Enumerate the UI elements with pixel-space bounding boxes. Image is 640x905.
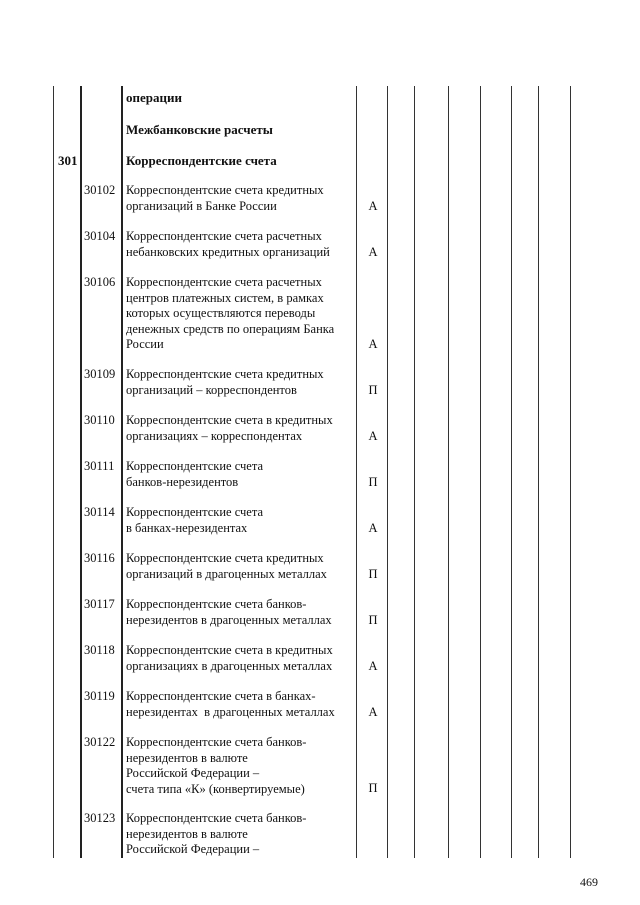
account-name <box>126 505 263 536</box>
account-code: 30116 <box>84 551 115 565</box>
header-interbank-settlements: Межбанковские расчеты <box>126 122 273 137</box>
account-name <box>126 413 333 444</box>
account-name-line: которых осуществляются переводы <box>126 306 316 320</box>
column-rule <box>414 86 415 858</box>
account-code: 30123 <box>84 811 116 825</box>
account-name-line: Корреспондентские счета банков- <box>126 597 307 611</box>
account-type: П <box>368 613 378 627</box>
account-name-line: Корреспондентские счета кредитных <box>126 551 324 565</box>
account-code: 30118 <box>84 643 115 657</box>
page-number: 469 <box>580 875 598 889</box>
account-name-line: Корреспондентские счета <box>126 505 263 519</box>
column-rule <box>356 86 357 858</box>
account-name-line: Корреспондентские счета банков- <box>126 735 307 749</box>
column-rule <box>387 86 388 858</box>
account-code: 30117 <box>84 597 115 611</box>
account-code: 30122 <box>84 735 116 749</box>
account-name <box>126 229 330 260</box>
account-name-line: России <box>126 337 164 351</box>
account-name-line: организаций в драгоценных металлах <box>126 566 327 581</box>
header-operations: операции <box>126 90 182 105</box>
account-name-line: Корреспондентские счета в кредитных <box>126 643 333 657</box>
account-name-line: организациях в драгоценных металлах <box>126 658 333 673</box>
account-name-line: банков-нерезидентов <box>126 474 239 489</box>
account-code: 30102 <box>84 183 116 197</box>
account-code: 30111 <box>84 459 115 473</box>
account-type: А <box>368 245 378 259</box>
account-name <box>126 275 334 353</box>
account-name <box>126 811 306 858</box>
account-type: П <box>368 567 378 581</box>
account-type: А <box>368 705 378 719</box>
account-name-line: Корреспондентские счета банков- <box>126 811 307 825</box>
account-name-line: небанковских кредитных организаций <box>126 244 330 259</box>
account-type: П <box>368 475 378 489</box>
account-name-line: денежных средств по операциям Банка <box>126 321 335 336</box>
account-name-line: Корреспондентские счета расчетных <box>126 229 322 243</box>
account-name-line: Корреспондентские счета в кредитных <box>126 413 333 427</box>
account-name-line: Российской Федерации – <box>126 766 260 780</box>
account-name-line: организаций – корреспондентов <box>126 382 297 397</box>
account-name <box>126 689 335 720</box>
account-code: 30114 <box>84 505 115 519</box>
column-rule <box>570 86 571 858</box>
column-rule <box>121 86 123 858</box>
account-code: 30110 <box>84 413 115 427</box>
account-name <box>126 597 332 628</box>
column-rule <box>53 86 54 858</box>
account-type: А <box>368 337 378 351</box>
column-rule <box>480 86 481 858</box>
account-name <box>126 551 327 582</box>
column-rule <box>538 86 539 858</box>
account-type: А <box>368 429 378 443</box>
account-name-line: нерезидентов в драгоценных металлах <box>126 612 332 627</box>
account-name-line: организациях – корреспондентах <box>126 428 303 443</box>
account-name-line: Корреспондентские счета кредитных <box>126 183 324 197</box>
section-code: 301 <box>58 153 78 168</box>
account-name-line: Корреспондентские счета расчетных <box>126 275 322 289</box>
account-name-line: счета типа «К» (конвертируемые) <box>126 781 305 796</box>
column-rule <box>511 86 512 858</box>
account-type: П <box>368 781 378 795</box>
column-rule <box>448 86 449 858</box>
account-name-line: Российской Федерации – <box>126 842 260 856</box>
account-name-line: Корреспондентские счета кредитных <box>126 367 324 381</box>
account-type: А <box>368 659 378 673</box>
account-name-line: Корреспондентские счета в банках- <box>126 689 316 703</box>
account-name-line: в банках-нерезидентах <box>126 520 248 535</box>
section-name: Корреспондентские счета <box>126 153 277 168</box>
account-type: А <box>368 521 378 535</box>
account-code: 30104 <box>84 229 116 243</box>
account-type: П <box>368 383 378 397</box>
account-name <box>126 643 333 674</box>
account-name-line: Корреспондентские счета <box>126 459 263 473</box>
account-name <box>126 459 263 490</box>
account-name-line: нерезидентов в валюте <box>126 750 248 765</box>
account-code: 30106 <box>84 275 116 289</box>
account-name-line: нерезидентов в валюте <box>126 826 248 841</box>
column-rule <box>80 86 82 858</box>
account-code: 30119 <box>84 689 115 703</box>
account-type: А <box>368 199 378 213</box>
account-name <box>126 367 324 398</box>
account-name <box>126 183 324 214</box>
account-name-line: центров платежных систем, в рамках <box>126 290 324 305</box>
account-name <box>126 735 306 797</box>
account-name-line: нерезидентах в драгоценных металлах <box>126 704 335 719</box>
account-name-line: организаций в Банке России <box>126 198 277 213</box>
account-code: 30109 <box>84 367 116 381</box>
